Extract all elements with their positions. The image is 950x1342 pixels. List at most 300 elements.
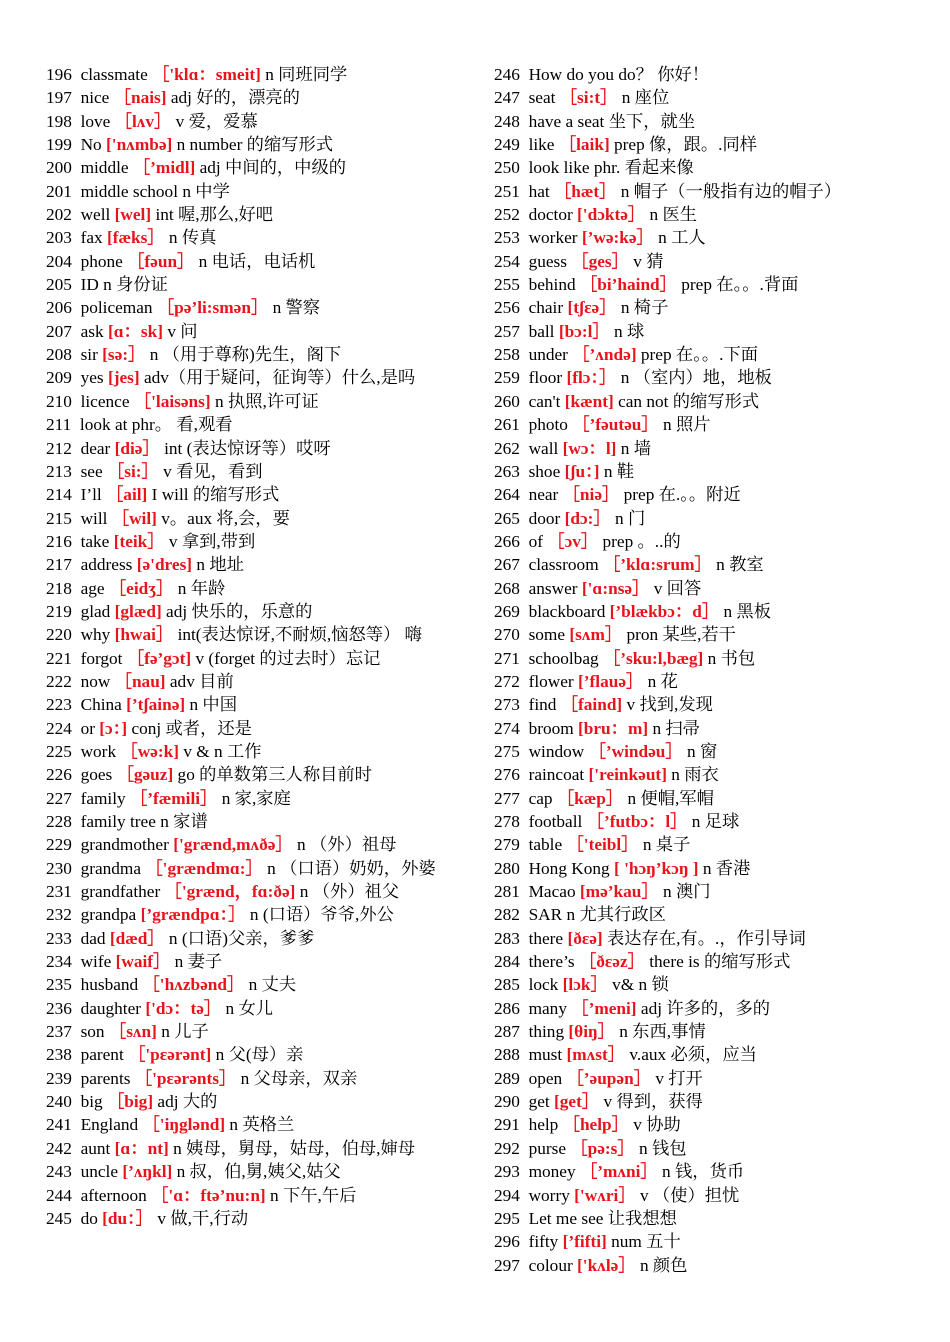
vocab-entry <box>494 180 934 203</box>
entry-word: under <box>528 345 568 365</box>
entry-word: purse <box>528 1138 566 1158</box>
entry-number: 293 <box>494 1162 520 1182</box>
entry-phonetic: ［si:］ <box>106 461 159 481</box>
entry-definition: n 窗 <box>687 741 718 761</box>
entry-number: 239 <box>46 1068 72 1088</box>
vocab-entry <box>46 320 461 343</box>
entry-definition: adj 许多的，多的 <box>640 998 771 1018</box>
vocab-entry <box>494 483 934 506</box>
entry-number: 217 <box>46 555 72 575</box>
entry-phonetic: ［'pɛərənt] <box>128 1045 212 1065</box>
entry-phonetic: ［fəun］ <box>127 251 195 271</box>
entry-word: phone <box>80 251 123 271</box>
entry-definition: adj 中间的，中级的 <box>199 158 347 178</box>
entry-definition: n 黑板 <box>723 601 771 621</box>
entry-definition: v& n 锁 <box>612 975 669 995</box>
entry-definition: adj 好的，漂亮的 <box>170 88 300 108</box>
entry-number: 275 <box>494 741 520 761</box>
entry-number: 280 <box>494 858 520 878</box>
entry-definition: n 下午,午后 <box>270 1185 357 1205</box>
entry-number: 282 <box>494 905 520 925</box>
entry-phonetic: ［’fəutəu］ <box>572 415 659 435</box>
entry-number: 273 <box>494 695 520 715</box>
entry-number: 274 <box>494 718 520 738</box>
entry-phonetic: [jes] <box>107 368 140 388</box>
entry-word: football <box>528 812 583 831</box>
entry-word: many <box>528 998 567 1018</box>
entry-number: 245 <box>46 1208 72 1228</box>
entry-word: or <box>80 718 95 738</box>
vocab-entry <box>494 787 934 810</box>
entry-definition: n 姨母，舅母，姑母，伯母,婶母 <box>173 1138 416 1158</box>
vocab-entry <box>46 63 461 86</box>
entry-definition: conj 或者，还是 <box>131 718 252 738</box>
entry-phonetic: [bɔ:l］ <box>558 321 610 341</box>
entry-phonetic: [θiŋ］ <box>568 1022 615 1042</box>
entry-word: will <box>80 508 108 528</box>
entry-definition: n 鞋 <box>603 461 635 481</box>
entry-definition: n 儿子 <box>161 1022 209 1042</box>
entry-phonetic: ［wil] <box>111 508 157 528</box>
entry-definition: adj 快乐的，乐意的 <box>166 601 313 621</box>
entry-phonetic: ［kæp］ <box>556 788 624 808</box>
entry-word: some <box>528 625 566 645</box>
entry-word: guess <box>528 251 567 271</box>
entry-number: 234 <box>46 952 72 972</box>
entry-word: look like <box>528 158 590 178</box>
entry-word: behind <box>528 275 576 295</box>
entry-phonetic: [flɔ：］ <box>566 368 617 388</box>
vocab-entry <box>46 1067 461 1090</box>
entry-number: 238 <box>46 1045 72 1065</box>
entry-definition: prep 。..的 <box>602 531 681 551</box>
vocab-entry <box>46 133 461 156</box>
entry-definition: n 丈夫 <box>248 975 297 995</box>
entry-phonetic: ['ɑ:nsə］ <box>581 578 650 598</box>
vocab-entry <box>46 740 461 763</box>
entry-phonetic: ［’futbɔ：l］ <box>586 812 688 831</box>
entry-phonetic: [glæd] <box>114 601 162 621</box>
entry-number: 215 <box>46 508 72 528</box>
entry-phonetic: [’wə:kə］ <box>581 228 654 248</box>
entry-word: can't <box>528 391 561 411</box>
entry-definition: n （室内）地，地板 <box>620 368 772 388</box>
entry-phonetic: [get］ <box>554 1092 600 1112</box>
entry-phonetic: ［sʌn] <box>108 1022 157 1042</box>
entry-phonetic: ［'hʌzbənd］ <box>142 975 245 995</box>
vocab-entry <box>46 226 461 249</box>
entry-number: 270 <box>494 625 520 645</box>
entry-number: 265 <box>494 508 520 528</box>
vocab-entry <box>46 880 461 903</box>
entry-word: worry <box>528 1185 570 1205</box>
vocabulary-column-left <box>46 63 461 1230</box>
entry-phonetic: ［si:t］ <box>559 88 618 108</box>
entry-word: classmate <box>80 65 148 84</box>
entry-word: husband <box>80 975 139 995</box>
vocab-entry <box>46 1137 461 1160</box>
entry-phonetic: ［nais] <box>113 88 167 108</box>
vocab-entry <box>494 1160 934 1183</box>
entry-word: daughter <box>80 998 142 1018</box>
entry-definition: v & n 工作 <box>183 741 262 761</box>
entry-word: see <box>80 461 103 481</box>
entry-definition: n 足球 <box>691 812 740 831</box>
entry-phonetic: ［’əupən］ <box>566 1068 651 1088</box>
vocab-entry <box>46 763 461 786</box>
entry-phonetic: ［'iŋglənd] <box>142 1115 226 1135</box>
entry-definition: n 便帽,军帽 <box>627 788 714 808</box>
entry-word: England <box>80 1115 139 1135</box>
entry-phonetic: ［ail] <box>106 485 148 505</box>
entry-number: 207 <box>46 321 72 341</box>
vocab-entry <box>494 86 934 109</box>
entry-word: dear <box>80 438 111 458</box>
entry-definition: n 执照,许可证 <box>214 391 319 411</box>
entry-number: 256 <box>494 298 520 318</box>
vocab-entry <box>494 717 934 740</box>
entry-word: policeman <box>80 298 153 318</box>
entry-definition: n （外）祖父 <box>299 882 400 902</box>
entry-phonetic: [sʌm］ <box>569 625 623 645</box>
entry-phonetic: ['kʌlə］ <box>577 1255 636 1275</box>
entry-definition: v。aux 将,会，要 <box>161 508 290 528</box>
entry-word: do <box>80 1208 98 1228</box>
entry-word: why <box>80 625 111 645</box>
vocab-entry <box>494 1090 934 1113</box>
entry-phonetic: ［’meni] <box>571 998 637 1018</box>
entry-number: 247 <box>494 88 520 108</box>
entry-word: now <box>80 671 111 691</box>
vocab-entry <box>46 507 461 530</box>
entry-number: 196 <box>46 65 72 84</box>
entry-word: China <box>80 695 122 715</box>
entry-word: nice <box>80 88 110 108</box>
entry-word: thing <box>528 1022 565 1042</box>
entry-word: son <box>80 1022 105 1042</box>
entry-phonetic: [’blækbɔ：d］ <box>609 601 720 621</box>
vocab-entry <box>494 366 934 389</box>
vocab-entry <box>494 577 934 600</box>
entry-phonetic: ['wʌri］ <box>574 1185 636 1205</box>
entry-word: love <box>80 111 111 131</box>
vocab-entry <box>494 390 934 413</box>
entry-definition: prep 在。。.下面 <box>640 345 759 365</box>
vocab-entry <box>494 530 934 553</box>
entry-word: ball <box>528 321 555 341</box>
entry-phonetic: ［'ɑ：ftə’nu:n] <box>151 1185 266 1205</box>
entry-definition: n 年龄 <box>177 578 226 598</box>
entry-phonetic: [mə’kau］ <box>579 882 659 902</box>
entry-number: 229 <box>46 835 72 855</box>
entry-word: worker <box>528 228 578 248</box>
entry-word: seat <box>528 88 556 108</box>
entry-phonetic: ［big] <box>106 1092 154 1112</box>
vocab-entry <box>46 577 461 600</box>
entry-definition: n 身份证 <box>103 275 168 295</box>
entry-phonetic: ['reinkəut] <box>588 765 667 785</box>
entry-number: 228 <box>46 812 72 831</box>
entry-number: 278 <box>494 812 520 831</box>
entry-phonetic: [mʌst］ <box>566 1045 626 1065</box>
vocab-entry <box>494 250 934 273</box>
entry-phonetic: ［’midl] <box>132 158 196 178</box>
entry-number: 218 <box>46 578 72 598</box>
entry-number: 269 <box>494 601 520 621</box>
entry-number: 221 <box>46 648 72 668</box>
entry-number: 210 <box>46 391 72 411</box>
vocab-entry <box>46 86 461 109</box>
entry-phonetic: [ɑ：sk] <box>107 321 163 341</box>
entry-number: 288 <box>494 1045 520 1065</box>
vocab-entry <box>46 250 461 273</box>
entry-word: find <box>528 695 557 715</box>
entry-definition: n 家,家庭 <box>221 788 291 808</box>
entry-number: 205 <box>46 275 72 295</box>
vocab-entry <box>494 553 934 576</box>
vocab-entry <box>494 1113 934 1136</box>
vocab-entry <box>494 437 934 460</box>
entry-definition: n 照片 <box>662 415 711 435</box>
entry-word: look at <box>79 415 128 435</box>
vocab-entry <box>46 670 461 693</box>
vocab-entry <box>494 973 934 996</box>
entry-number: 261 <box>494 415 520 435</box>
entry-definition: v 找到,发现 <box>626 695 713 715</box>
entry-phonetic: ［’ʌndə] <box>572 345 637 365</box>
entry-phonetic: ［lʌv］ <box>114 111 172 131</box>
vocab-entry <box>494 880 934 903</box>
entry-definition: n 工人 <box>658 228 706 248</box>
vocab-entry <box>494 1184 934 1207</box>
vocab-entry <box>46 927 461 950</box>
entry-phonetic: ［faind] <box>560 695 623 715</box>
entry-definition: n 父(母）亲 <box>215 1045 304 1065</box>
entry-number: 208 <box>46 345 72 365</box>
entry-number: 290 <box>494 1092 520 1112</box>
entry-word: I’ll <box>80 485 102 505</box>
entry-definition: 你好！ <box>657 65 710 84</box>
entry-phonetic: ［'grænd，fɑ:ðə] <box>164 882 296 902</box>
entry-number: 287 <box>494 1022 520 1042</box>
entry-phonetic: ［bi’haind］ <box>579 275 677 295</box>
vocab-entry <box>494 1207 934 1230</box>
entry-phonetic: [dæd］ <box>109 928 165 948</box>
entry-definition: int (表达惊讶等）哎呀 <box>164 438 331 458</box>
entry-definition: n 书包 <box>707 648 756 668</box>
entry-phonetic: [’ʌŋkl] <box>122 1162 173 1182</box>
entry-phonetic: [fæks］ <box>106 228 165 248</box>
entry-definition: v 爱，爱慕 <box>175 111 258 131</box>
vocab-entry <box>46 273 461 296</box>
entry-word: well <box>80 205 111 225</box>
entry-phonetic: [teik］ <box>113 531 165 551</box>
entry-phonetic: ['grænd,mʌðə］ <box>173 835 293 855</box>
vocab-entry <box>46 460 461 483</box>
entry-phonetic: ['nʌmbə] <box>106 135 173 155</box>
entry-number: 294 <box>494 1185 520 1205</box>
entry-number: 226 <box>46 765 72 785</box>
entry-word: door <box>528 508 561 528</box>
entry-number: 252 <box>494 205 520 225</box>
entry-definition: n 钱，货币 <box>662 1162 745 1182</box>
entry-number: 211 <box>46 415 72 435</box>
entry-definition: adv 目前 <box>169 671 234 691</box>
entry-phonetic: [kænt] <box>564 391 614 411</box>
entry-word: near <box>528 485 559 505</box>
entry-number: 272 <box>494 671 520 691</box>
entry-phonetic: ［ðεəz］ <box>578 952 645 972</box>
vocab-entry <box>46 973 461 996</box>
entry-definition: n 桌子 <box>642 835 691 855</box>
entry-phonetic: ［wə:k] <box>120 741 179 761</box>
entry-phonetic: [sə:］ <box>102 345 146 365</box>
vocab-entry <box>46 1184 461 1207</box>
entry-definition: 坐下，就坐 <box>608 111 696 131</box>
vocab-entry <box>494 507 934 530</box>
entry-word: photo <box>528 415 568 435</box>
entry-number: 199 <box>46 135 72 155</box>
entry-definition: int(表达惊讶,不耐烦,恼怒等） 嗨 <box>177 625 422 645</box>
vocab-entry <box>46 1113 461 1136</box>
entry-definition: n 英格兰 <box>229 1115 295 1135</box>
entry-phonetic: [ə'dres] <box>136 555 193 575</box>
entry-definition: n 东西,事情 <box>619 1022 706 1042</box>
entry-definition: 表达存在,有。.，作引导词 <box>606 928 806 948</box>
entry-word: take <box>80 531 110 551</box>
entry-phonetic: ［laik] <box>558 135 610 155</box>
entry-phonetic: ［nau] <box>114 671 166 691</box>
entry-definition: n 传真 <box>168 228 217 248</box>
entry-number: 264 <box>494 485 520 505</box>
entry-word: dad <box>80 928 106 948</box>
vocab-entry <box>46 530 461 553</box>
vocab-entry <box>46 857 461 880</box>
vocab-entry <box>494 927 934 950</box>
entry-phonetic: ［'teibl］ <box>566 835 639 855</box>
vocab-entry <box>46 156 461 179</box>
entry-phonetic: [wel] <box>114 205 152 225</box>
entry-word: doctor <box>528 205 573 225</box>
entry-phonetic: [ʃu：] <box>564 461 600 481</box>
entry-number: 222 <box>46 671 72 691</box>
entry-word: big <box>80 1092 103 1112</box>
entry-definition: v 猜 <box>633 251 664 271</box>
vocab-entry <box>494 1020 934 1043</box>
vocab-entry <box>46 787 461 810</box>
entry-word: licence <box>80 391 130 411</box>
entry-phonetic: [bru：m] <box>578 718 649 738</box>
entry-phonetic: ［eidʒ］ <box>108 578 174 598</box>
entry-number: 250 <box>494 158 520 178</box>
entry-definition: n 澳门 <box>662 882 711 902</box>
entry-definition: n 帽子（一般指有边的帽子） <box>620 181 842 201</box>
vocab-entry <box>46 180 461 203</box>
entry-word: answer <box>528 578 578 598</box>
entry-phonetic: [waif］ <box>115 952 171 972</box>
entry-phonetic: [’flauə］ <box>578 671 644 691</box>
vocab-entry <box>46 1090 461 1113</box>
entry-phonetic: ［ges］ <box>571 251 629 271</box>
vocab-entry <box>494 203 934 226</box>
entry-phonetic: ［’mʌni］ <box>579 1162 658 1182</box>
entry-phonetic: ［gəuz] <box>116 765 174 785</box>
entry-phonetic: [ɑ：nt] <box>114 1138 169 1158</box>
entry-number: 203 <box>46 228 72 248</box>
vocab-entry <box>46 647 461 670</box>
vocab-entry <box>46 1020 461 1043</box>
entry-phonetic: [diə］ <box>114 438 160 458</box>
entry-number: 212 <box>46 438 72 458</box>
entry-word: there <box>528 928 564 948</box>
entry-definition: n 花 <box>647 671 678 691</box>
vocab-entry <box>46 483 461 506</box>
entry-word: raincoat <box>528 765 585 785</box>
entry-definition: n 警察 <box>272 298 321 318</box>
entry-phonetic: ［’klɑ:srum］ <box>602 555 712 575</box>
entry-definition: n (口语)父亲，爹爹 <box>168 928 315 948</box>
entry-phonetic: ［’windəu］ <box>588 741 683 761</box>
entry-word: fax <box>80 228 103 248</box>
vocab-entry <box>494 670 934 693</box>
entry-phonetic: ['dɔktə］ <box>577 205 646 225</box>
entry-definition: there is 的缩写形式 <box>649 952 791 972</box>
entry-definition: phr。 看,观看 <box>131 415 233 435</box>
entry-number: 271 <box>494 648 520 668</box>
vocab-entry <box>494 133 934 156</box>
entry-number: 241 <box>46 1115 72 1135</box>
entry-definition: n 中国 <box>189 695 237 715</box>
entry-word: grandma <box>80 858 142 878</box>
entry-word: schoolbag <box>528 648 599 668</box>
entry-number: 254 <box>494 251 520 271</box>
entry-phonetic: ['dɔ：tə］ <box>145 998 222 1018</box>
vocab-entry <box>46 833 461 856</box>
entry-number: 260 <box>494 391 520 411</box>
vocab-entry <box>494 1137 934 1160</box>
vocab-entry <box>46 413 461 436</box>
entry-phonetic: [tʃɛə］ <box>567 298 617 318</box>
vocab-entry <box>494 63 934 86</box>
entry-definition: n 尤其行政区 <box>566 905 666 925</box>
entry-word: lock <box>528 975 559 995</box>
vocab-entry <box>494 833 934 856</box>
entry-number: 242 <box>46 1138 72 1158</box>
entry-number: 230 <box>46 858 72 878</box>
entry-phonetic: ［’sku:l,bæg] <box>602 648 704 668</box>
vocab-entry <box>46 343 461 366</box>
entry-word: classroom <box>528 555 599 575</box>
vocab-entry <box>494 950 934 973</box>
entry-number: 276 <box>494 765 520 785</box>
vocab-entry <box>46 810 461 833</box>
entry-number: 258 <box>494 345 520 365</box>
entry-number: 262 <box>494 438 520 458</box>
entry-word: hat <box>528 181 550 201</box>
vocab-entry <box>46 600 461 623</box>
entry-word: No <box>80 135 102 155</box>
entry-number: 249 <box>494 135 520 155</box>
entry-definition: n 叔，伯,舅,姨父,姑父 <box>176 1162 341 1182</box>
entry-phonetic: [hwai］ <box>114 625 174 645</box>
entry-number: 225 <box>46 741 72 761</box>
vocab-entry <box>494 1230 934 1253</box>
entry-word: window <box>528 741 585 761</box>
entry-word: like <box>528 135 555 155</box>
entry-number: 263 <box>494 461 520 481</box>
entry-word: cap <box>528 788 553 808</box>
vocab-entry <box>46 997 461 1020</box>
